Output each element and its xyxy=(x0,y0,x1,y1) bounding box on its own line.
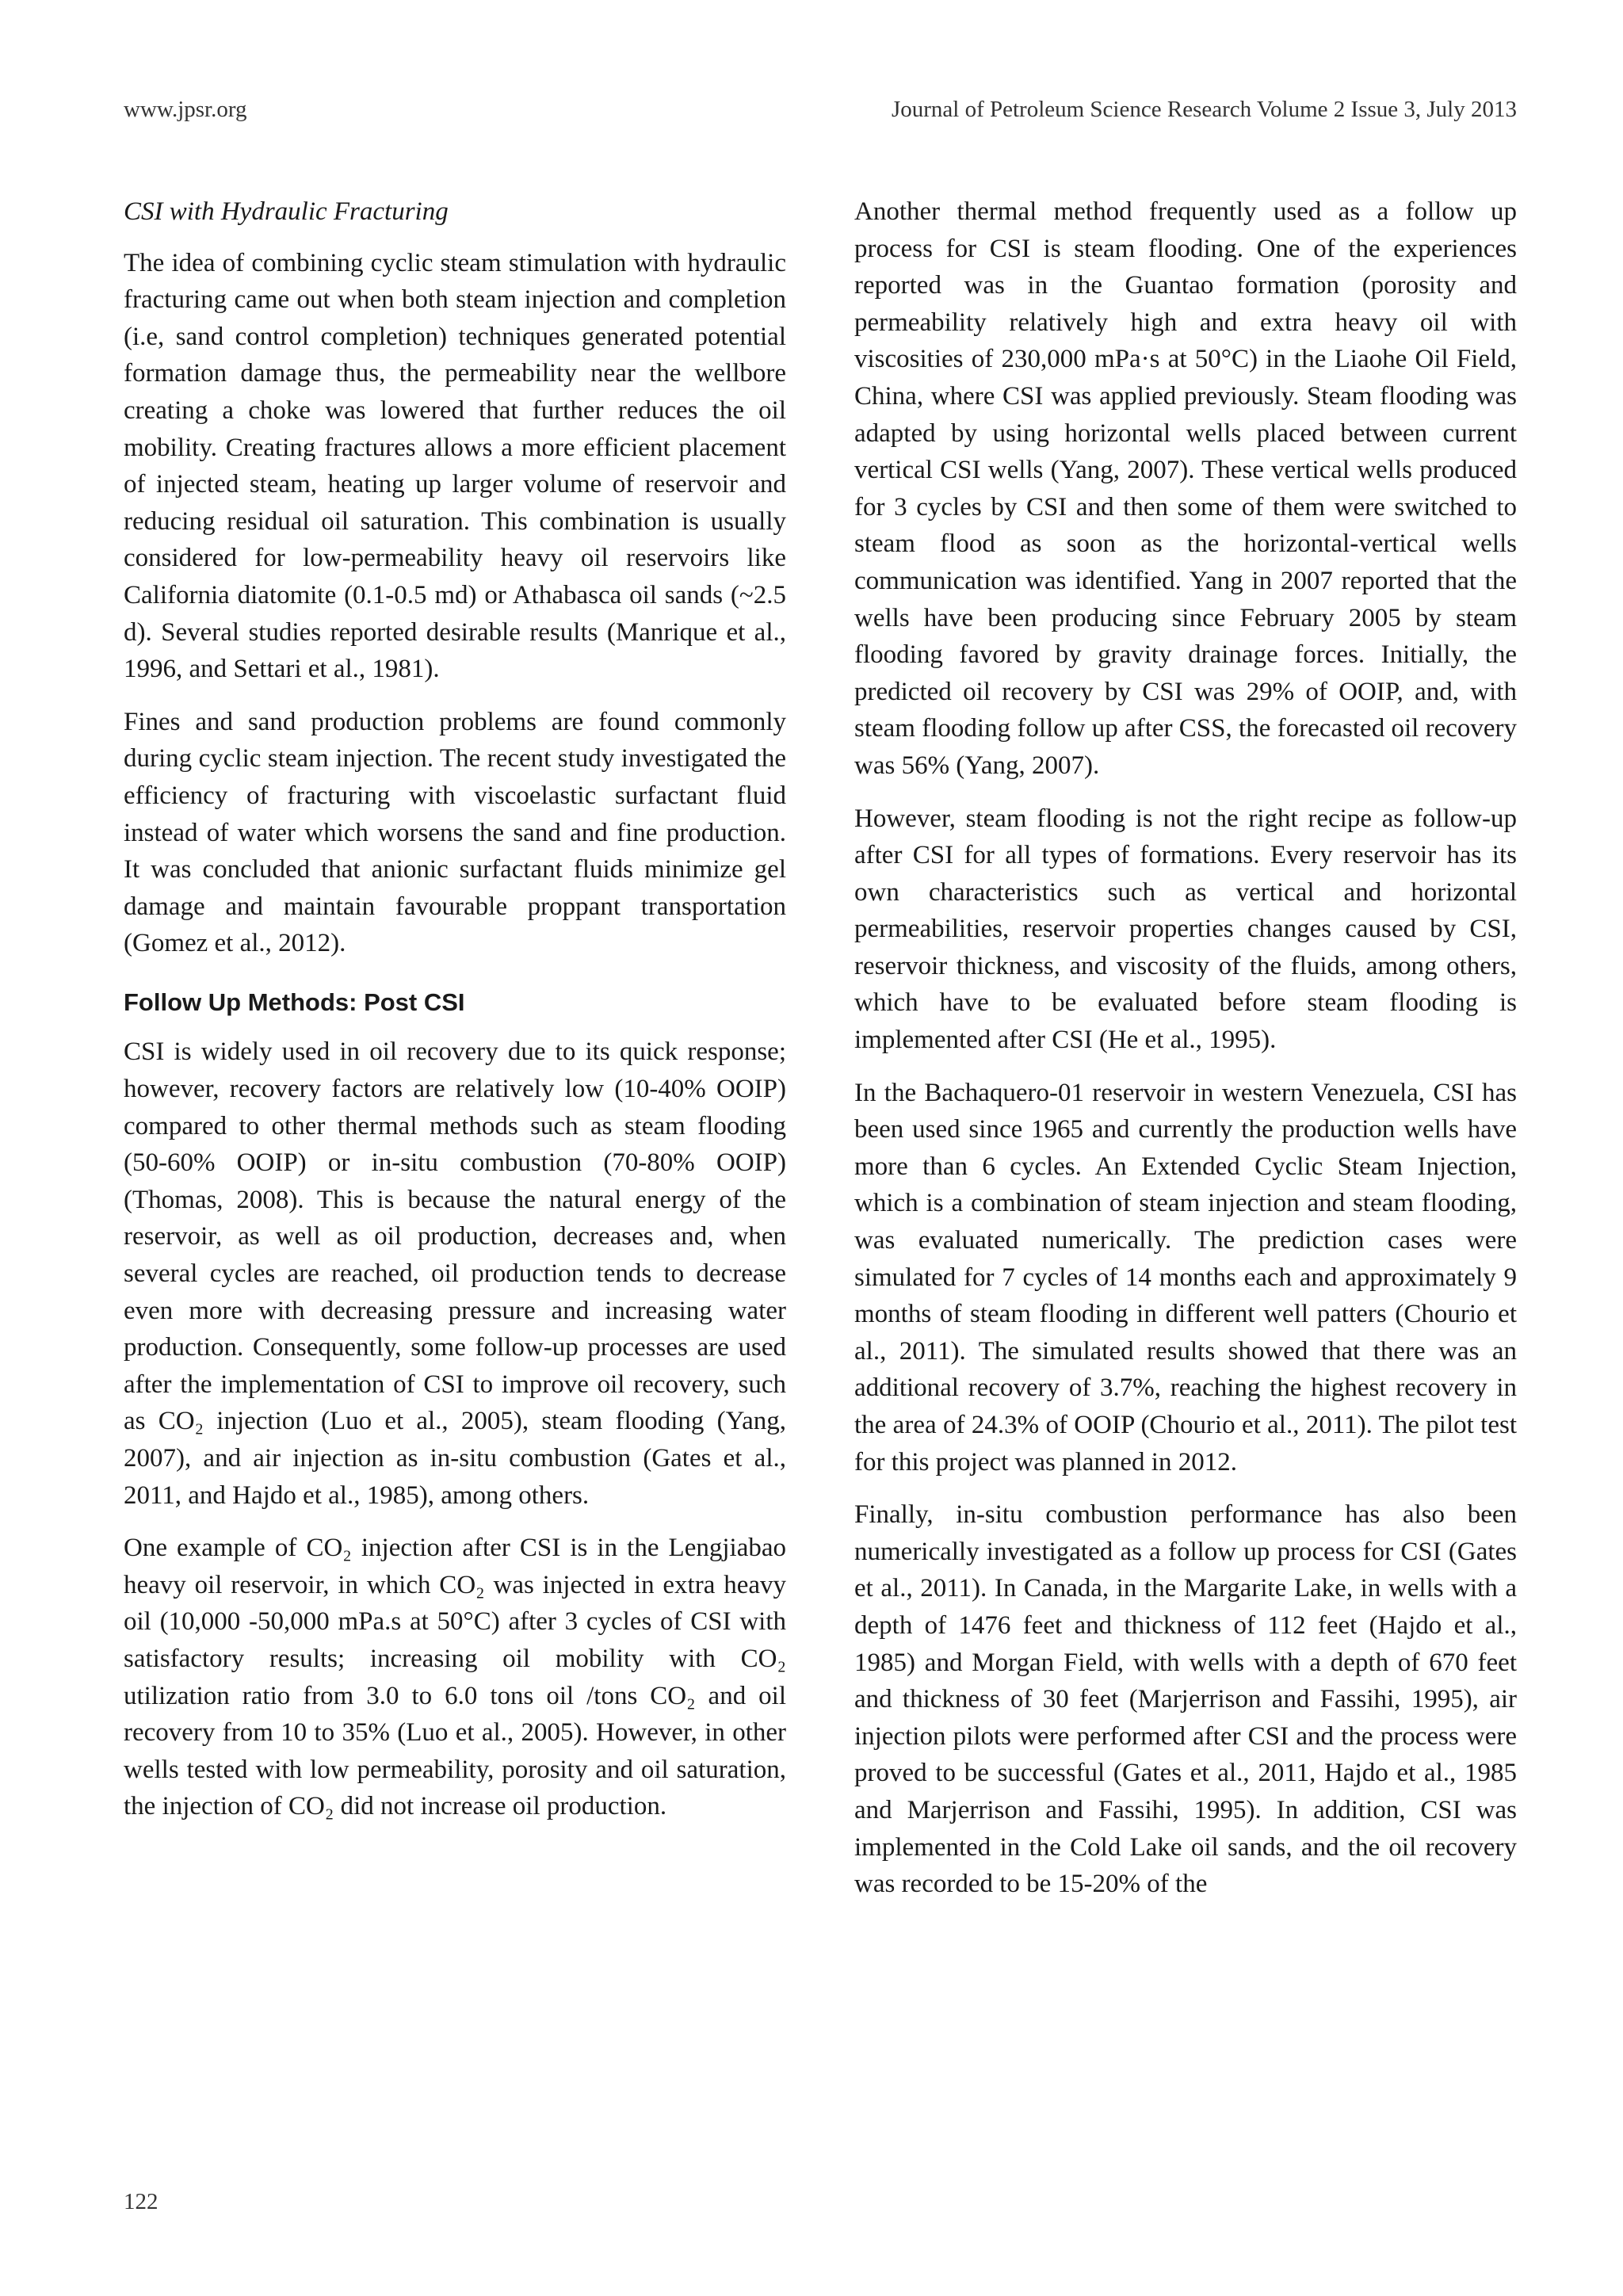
paragraph: CSI is widely used in oil recovery due to its quick response; however, recovery factors are relatively low (10-40% OOIP) compared to other thermal methods such as steam flooding (50-60% OOIP) or in-situ combustion (70-80% OOIP) (Thomas, 2008). This is because the natural energy of the reservoir, as well as oil production, decreases and, when several cycles are reached, oil production tends to decrease even more with decreasing pressure and increasing water production. Consequently, some follow-up processes are used after the implementation of CSI to improve oil recovery, such as CO₂ injection (Luo et al., 2005), steam flooding (Yang, 2007), and air injection as in-situ combustion (Gates et al., 2011, and Hajdo et al., 1985), among others. xyxy=(124,1037,786,1510)
paragraph: The idea of combining cyclic steam stimulation with hydraulic fracturing came out when both steam injection and completion (i.e, sand control completion) techniques generated potential formation damage thus, the permeability near the wellbore creating a choke was lowered that further reduces the oil mobility. Creating fractures allows a more efficient placement of injected steam, heating up larger volume of reservoir and reducing residual oil saturation. This combination is usually considered for low-permeability heavy oil reservoirs like California diatomite (0.1-0.5 md) or Athabasca oil sands (~2.5 d). Several studies reported desirable results (Manrique et al., 1996, and Settari et al., 1981). xyxy=(124,248,786,684)
paragraph: Fines and sand production problems are found commonly during cyclic steam injection. The recent study investigated the efficiency of fracturing with viscoelastic surfactant fluid instead of water which worsens the sand and fine production. It was concluded that anionic surfactant fluids minimize gel damage and maintain favourable proppant transportation (Gomez et al., 2012). xyxy=(124,707,786,958)
section-heading-follow-up-methods: Follow Up Methods: Post CSI xyxy=(124,988,465,1016)
header-journal-title: Journal of Petroleum Science Research Volume 2 Issue 3, July 2013 xyxy=(891,97,1517,122)
page-number: 122 xyxy=(124,2189,158,2214)
paragraph: One example of CO₂ injection after CSI is in the Lengjiabao heavy oil reservoir, in which CO₂ was injected in extra heavy oil (10,000 -50,000 mPa.s at 50°C) after 3 cycles of CSI with satisfactory results; increasing oil mobility with CO₂ utilization ratio from 3.0 to 6.0 tons oil /tons CO₂ and oil recovery from 10 to 35% (Luo et al., 2005). However, in other wells tested with low permeability, porosity and oil saturation, the injection of CO₂ did not increase oil production. xyxy=(124,1534,786,1821)
paragraph: However, steam flooding is not the right recipe as follow-up after CSI for all types of formations. Every reservoir has its own characteristics such as vertical and horizontal permeabilities, reservoir properties changes caused by CSI, reservoir thickness, and viscosity of the fluids, among others, which have to be evaluated before steam flooding is implemented after CSI (He et al., 1995). xyxy=(854,804,1517,1055)
header-site-url: www.jpsr.org xyxy=(124,97,247,122)
right-column xyxy=(854,193,1517,1919)
paragraph: Finally, in-situ combustion performance has also been numerically investigated as a follow up process for CSI (Gates et al., 2011). In Canada, in the Margarite Lake, in wells with a depth of 1476 feet and thickness of 112 feet (Hajdo et al., 1985) and Morgan Field, with wells with a depth of 670 feet and thickness of 30 feet (Marjerrison and Fassihi, 1995), air injection pilots were performed after CSI and the process were proved to be successful (Gates et al., 2011, Hajdo et al., 1985 and Marjerrison and Fassihi, 1995). In addition, CSI was implemented in the Cold Lake oil sands, and the oil recovery was recorded to be 15-20% of the xyxy=(854,1500,1517,1899)
left-column xyxy=(124,193,786,1841)
paragraph: In the Bachaquero-01 reservoir in western Venezuela, CSI has been used since 1965 and currently the production wells have more than 6 cycles. An Extended Cyclic Steam Injection, which is a combination of steam injection and steam flooding, was evaluated numerically. The prediction cases were simulated for 7 cycles of 14 months each and approximately 9 months of steam flooding in different well patters (Chourio et al., 2011). The simulated results showed that there was an additional recovery of 3.7%, reaching the highest recovery in the area of 24.3% of OOIP (Chourio et al., 2011). The pilot test for this project was planned in 2012. xyxy=(854,1078,1517,1477)
paragraph: Another thermal method frequently used as a follow up process for CSI is steam flooding. One of the experiences reported was in the Guantao formation (porosity and permeability relatively high and extra heavy oil with viscosities of 230,000 mPa·s at 50°C) in the Liaohe Oil Field, China, where CSI was applied previously. Steam flooding was adapted by using horizontal wells placed between current vertical CSI wells (Yang, 2007). These vertical wells produced for 3 cycles by CSI and then some of them were switched to steam flood as soon as the horizontal-vertical wells communication was identified. Yang in 2007 reported that the wells have been producing since February 2005 by steam flooding favored by gravity drainage forces. Initially, the predicted oil recovery by CSI was 29% of OOIP, and, with steam flooding follow up after CSS, the forecasted oil recovery was 56% (Yang, 2007). xyxy=(854,197,1517,780)
subheading-csi-hydraulic-fracturing: CSI with Hydraulic Fracturing xyxy=(124,197,449,226)
